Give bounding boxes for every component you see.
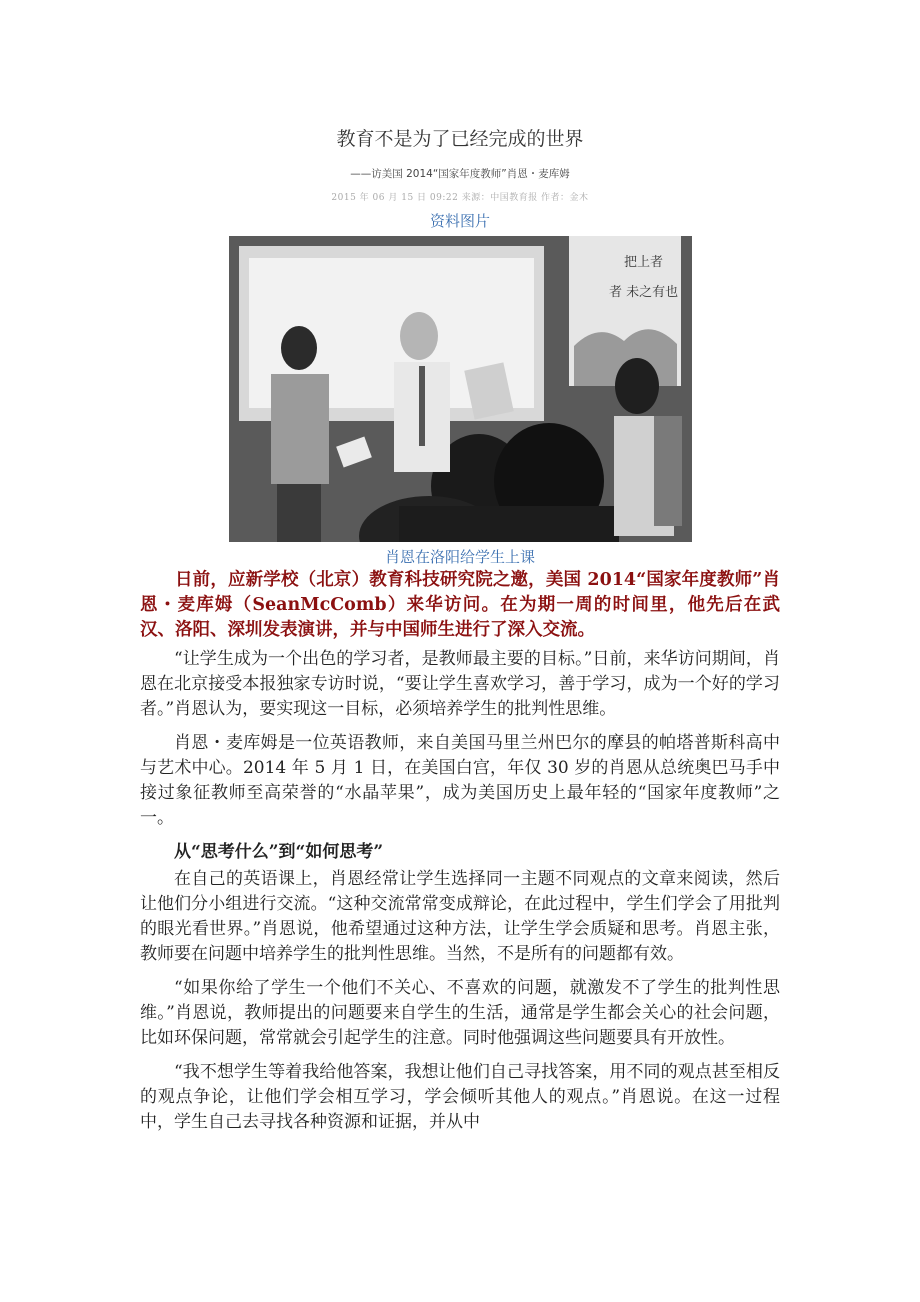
body-paragraph: “如果你给了学生一个他们不关心、不喜欢的问题，就激发不了学生的批判性思维。”肖恩说，教师提出的问题要来自学生的生活，通常是学生都会关心的社会问题，比如环保问题，常常就会引起学生的注意。同时他强调这些问题要具有开放性。 <box>140 978 780 1048</box>
photo-label: 资料图片 <box>429 212 490 230</box>
photo-caption: 肖恩在洛阳给学生上课 <box>384 548 535 566</box>
svg-text:把上者: 把上者 <box>624 255 664 270</box>
lead-paragraph: 日前，应新学校（北京）教育科技研究院之邀，美国 2014“国家年度教师”肖恩・麦库姆（SeanMcComb）来华访问。在为期一周的时间里，他先后在武汉、洛阳、深圳发表演讲，并与中国师生进行了深入交流。 <box>140 570 780 640</box>
article-title: 教育不是为了已经完成的世界 <box>336 128 584 150</box>
body-paragraph: “让学生成为一个出色的学习者，是教师最主要的目标。”日前，来华访问期间，肖恩在北京接受本报独家专访时说，“要让学生喜欢学习，善于学习，成为一个好的学习者。”肖恩认为，要实现这一目标，必须培养学生的批判性思维。 <box>140 649 780 719</box>
svg-text:者 未之有也: 者 未之有也 <box>609 285 679 300</box>
body-paragraph: 肖恩・麦库姆是一位英语教师，来自美国马里兰州巴尔的摩县的帕塔普斯科高中与艺术中心。2014 年 5 月 1 日，在美国白宫，年仅 30 岁的肖恩从总统奥巴马手中接过象征教师至高荣誉的“水晶苹果”，成为美国历史上最年轻的“国家年度教师”之一。 <box>140 733 780 828</box>
body-paragraph: 在自己的英语课上，肖恩经常让学生选择同一主题不同观点的文章来阅读，然后让他们分小组进行交流。“这种交流常常变成辩论，在此过程中，学生们学会了用批判的眼光看世界。”肖恩说，他希望通过这种方法，让学生学会质疑和思考。肖恩主张，教师要在问题中培养学生的批判性思维。当然，不是所有的问题都有效。 <box>140 869 780 964</box>
article-subtitle: ——访美国 2014“国家年度教师”肖恩・麦库姆 <box>350 168 570 180</box>
article-meta: 2015 年 06 月 15 日 09:22 来源：中国教育报 作者：金木 <box>331 193 589 203</box>
section-heading: 从“思考什么”到“如何思考” <box>174 842 384 862</box>
body-paragraph: “我不想学生等着我给他答案，我想让他们自己寻找答案，用不同的观点甚至相反的观点争论，让他们学会相互学习，学会倾听其他人的观点。”肖恩说。在这一过程中，学生自己去寻找各种资源和证据，并从中 <box>140 1062 780 1132</box>
classroom-photo <box>229 236 692 542</box>
article-body <box>140 568 780 1144</box>
